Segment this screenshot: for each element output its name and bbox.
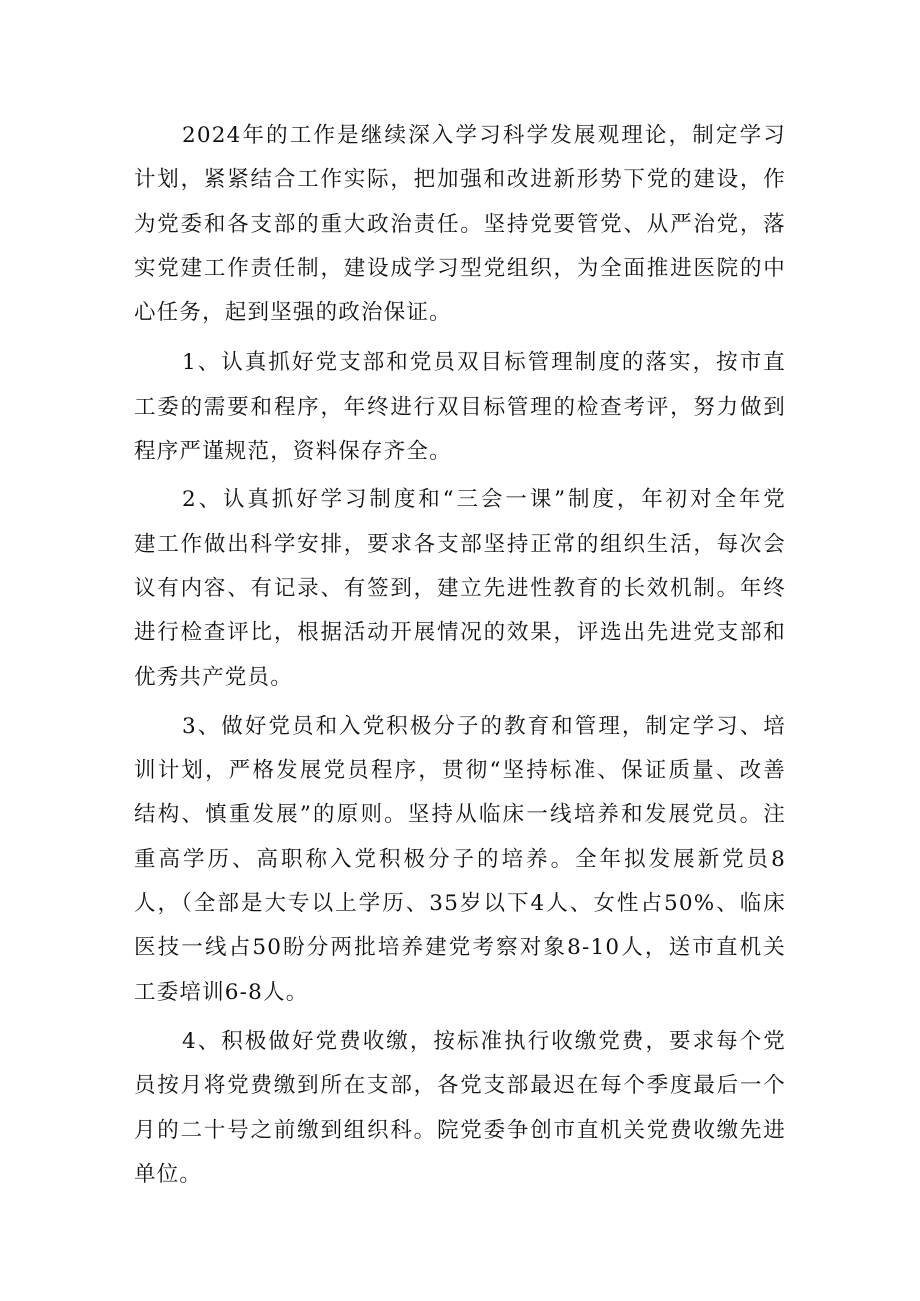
text-line: 建工作做出科学安排，要求各支部坚持正常的组织生活，每次会	[134, 531, 786, 557]
text-line: 工委的需要和程序，年终进行双目标管理的检查考评，努力做到	[134, 394, 786, 420]
text-line: 1、认真抓好党支部和党员双目标管理制度的落实，按市直	[182, 350, 786, 376]
text-line: 2、认真抓好学习制度和“三会一课”制度，年初对全年党	[182, 487, 786, 513]
text-line: 单位。	[134, 1161, 203, 1187]
text-line: 2024年的工作是继续深入学习科学发展观理论，制定学习	[182, 123, 786, 148]
text-line: 4、积极做好党费收缴，按标准执行收缴党费，要求每个党	[182, 1028, 786, 1054]
paragraph-item-1	[134, 341, 786, 474]
text-line: 议有内容、有记录、有签到，建立先进性教育的长效机制。年终	[134, 575, 786, 601]
text-line: 程序严谨规范，资料保存齐全。	[134, 439, 452, 465]
text-line: 为党委和各支部的重大政治责任。坚持党要管党、从严治党，落	[134, 211, 786, 237]
paragraph-item-4	[134, 1020, 786, 1197]
text-line: 人，（全部是大专以上学历、35岁以下4人、女性占50%、临床	[134, 891, 786, 917]
text-line: 进行检查评比，根据活动开展情况的效果，评选出先进党支部和	[134, 620, 786, 646]
text-line: 心任务，起到坚强的政治保证。	[134, 300, 452, 326]
text-line: 医技一线占50盼分两批培养建党考察对象8-10人，送市直机关	[134, 935, 786, 961]
text-line: 结构、慎重发展”的原则。坚持从临床一线培养和发展党员。注	[134, 802, 786, 828]
text-line: 重高学历、高职称入党积极分子的培养。全年拟发展新党员8	[134, 846, 786, 872]
paragraph-item-2	[134, 478, 786, 699]
document-body	[134, 114, 786, 1197]
text-line: 实党建工作责任制，建设成学习型党组织，为全面推进医院的中	[134, 255, 786, 281]
text-line: 月的二十号之前缴到组织科。院党委争创市直机关党费收缴先进	[134, 1117, 786, 1143]
text-line: 工委培训6-8人。	[134, 979, 309, 1005]
text-line: 员按月将党费缴到所在支部，各党支部最迟在每个季度最后一个	[134, 1073, 786, 1099]
text-line: 优秀共产党员。	[134, 664, 293, 690]
paragraph-item-3	[134, 705, 786, 1015]
text-line: 训计划，严格发展党员程序，贯彻“坚持标准、保证质量、改善	[134, 758, 786, 784]
paragraph-intro	[134, 114, 786, 335]
text-line: 3、做好党员和入党积极分子的教育和管理，制定学习、培	[182, 713, 786, 739]
text-line: 计划，紧紧结合工作实际，把加强和改进新形势下党的建设，作	[134, 167, 786, 193]
